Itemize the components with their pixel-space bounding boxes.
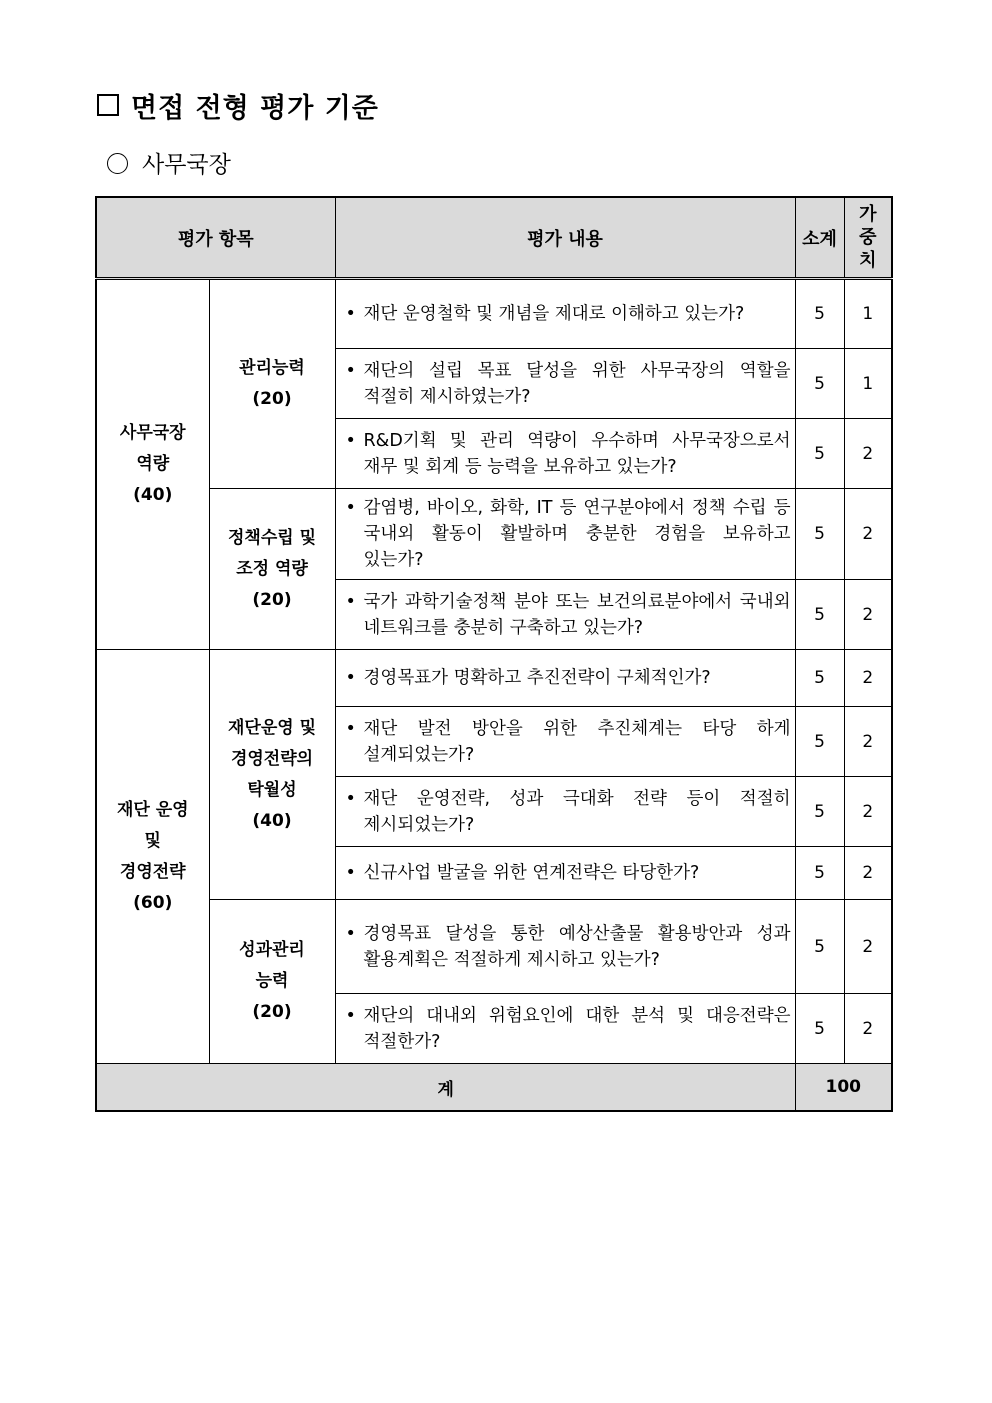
- header-weight-char: 치: [859, 250, 877, 271]
- subtotal-cell: 5: [795, 279, 844, 349]
- subcategory-label: 능력: [255, 971, 289, 991]
- criteria-text: 국가 과학기술정책 분야 또는 보건의료분야에서 국내외 네트워크를 충분히 구축하고 있는가?: [363, 591, 791, 638]
- subtotal-cell: 5: [795, 489, 844, 580]
- evaluation-table: [95, 196, 893, 1112]
- category-label: 및: [144, 830, 161, 851]
- subcategory-label: 경영전략의: [230, 748, 314, 769]
- total-label: 계: [96, 1064, 795, 1112]
- weight-cell: 1: [844, 349, 892, 419]
- criteria-text: 재단의 대내외 위험요인에 대한 분석 및 대응전략은 적절한가?: [363, 1005, 791, 1052]
- criteria-cell: [335, 847, 795, 900]
- checkbox-square-icon: [97, 94, 119, 116]
- weight-cell: 2: [844, 777, 892, 847]
- criteria-cell: [335, 349, 795, 419]
- category-label: (40): [133, 485, 173, 505]
- subtotal-cell: 5: [795, 580, 844, 650]
- weight-cell: 1: [844, 279, 892, 349]
- subcategory-label: (20): [252, 589, 292, 610]
- weight-cell: 2: [844, 650, 892, 707]
- subsection-title: [107, 146, 231, 179]
- category-label: 역량: [136, 454, 170, 474]
- subcategory-label: 조정 역량: [236, 558, 308, 579]
- subtotal-cell: 5: [795, 777, 844, 847]
- bullet-icon: •: [345, 360, 356, 381]
- weight-cell: 2: [844, 707, 892, 777]
- section-title-text: 면접 전형 평가 기준: [131, 93, 379, 124]
- bullet-icon: •: [345, 430, 356, 451]
- bullet-icon: •: [345, 668, 356, 688]
- criteria-cell: [335, 279, 795, 349]
- criteria-cell: [335, 777, 795, 847]
- subcategory-label: 관리능력: [239, 358, 305, 378]
- weight-cell: 2: [844, 994, 892, 1064]
- subcategory-label: (20): [252, 1002, 292, 1022]
- table-header-row: [96, 197, 892, 279]
- bullet-icon: •: [345, 1005, 356, 1026]
- criteria-cell: [335, 707, 795, 777]
- weight-cell: 2: [844, 900, 892, 994]
- criteria-text: 재단의 설립 목표 달성을 위한 사무국장의 역할을 적절히 제시하였는가?: [363, 360, 791, 407]
- criteria-cell: [335, 580, 795, 650]
- criteria-text: R&D기획 및 관리 역량이 우수하며 사무국장으로서 재무 및 회계 등 능력을 보유하고 있는가?: [363, 430, 791, 477]
- subcategory-label: 탁월성: [247, 779, 297, 800]
- subtotal-cell: 5: [795, 650, 844, 707]
- category-label: 재단 운영: [116, 799, 189, 820]
- header-weight: [844, 197, 892, 279]
- header-subtotal: 소계: [795, 197, 844, 279]
- criteria-cell: [335, 489, 795, 580]
- criteria-text: 재단 운영전략, 성과 극대화 전략 등이 적절히 제시되었는가?: [363, 788, 791, 835]
- subtotal-cell: 5: [795, 900, 844, 994]
- subtotal-cell: 5: [795, 847, 844, 900]
- table-row: [96, 279, 892, 349]
- subcategory-label: (20): [252, 389, 292, 409]
- header-item: 평가 항목: [96, 197, 335, 279]
- subtotal-cell: 5: [795, 419, 844, 489]
- criteria-cell: [335, 419, 795, 489]
- total-value: 100: [795, 1064, 892, 1112]
- section-title: [97, 86, 379, 125]
- criteria-text: 경영목표가 명확하고 추진전략이 구체적인가?: [363, 668, 711, 688]
- weight-cell: 2: [844, 580, 892, 650]
- category-label: 사무국장: [119, 423, 186, 443]
- bullet-icon: •: [345, 923, 356, 944]
- subtotal-cell: 5: [795, 349, 844, 419]
- subcategory-label: 성과관리: [239, 940, 305, 960]
- category-cell: [96, 650, 209, 1064]
- bullet-icon: •: [345, 718, 356, 739]
- criteria-cell: [335, 994, 795, 1064]
- subcategory-label: 정책수립 및: [227, 527, 317, 548]
- criteria-text: 재단 발전 방안을 위한 추진체계는 타당 하게 설계되었는가?: [363, 718, 791, 765]
- bullet-icon: •: [345, 863, 356, 883]
- bullet-icon: •: [345, 788, 356, 809]
- weight-cell: 2: [844, 847, 892, 900]
- header-weight-char: 중: [859, 227, 877, 248]
- criteria-cell: [335, 900, 795, 994]
- header-content: 평가 내용: [335, 197, 795, 279]
- criteria-text: 감염병, 바이오, 화학, IT 등 연구분야에서 정책 수립 등 국내외 활동이 활발하며 충분한 경험을 보유하고 있는가?: [363, 498, 791, 570]
- subsection-title-text: 사무국장: [142, 152, 231, 178]
- category-label: (60): [133, 892, 173, 913]
- subcategory-cell: [209, 650, 335, 900]
- criteria-cell: [335, 650, 795, 707]
- category-cell: [96, 279, 209, 650]
- circle-bullet-icon: [107, 153, 128, 174]
- subtotal-cell: 5: [795, 707, 844, 777]
- table-row: [96, 650, 892, 707]
- bullet-icon: •: [345, 498, 356, 518]
- subcategory-cell: [209, 489, 335, 650]
- bullet-icon: •: [345, 304, 356, 324]
- category-label: 경영전략: [119, 861, 186, 882]
- criteria-text: 신규사업 발굴을 위한 연계전략은 타당한가?: [363, 863, 700, 883]
- weight-cell: 2: [844, 489, 892, 580]
- subcategory-label: 재단운영 및: [227, 717, 317, 738]
- bullet-icon: •: [345, 591, 356, 612]
- table-row: [96, 900, 892, 994]
- criteria-text: 재단 운영철학 및 개념을 제대로 이해하고 있는가?: [363, 304, 745, 324]
- subcategory-cell: [209, 900, 335, 1064]
- subcategory-cell: [209, 279, 335, 489]
- subtotal-cell: 5: [795, 994, 844, 1064]
- weight-cell: 2: [844, 419, 892, 489]
- subcategory-label: (40): [252, 810, 292, 831]
- header-weight-char: 가: [859, 204, 877, 225]
- table-row: [96, 489, 892, 580]
- total-row: [96, 1064, 892, 1112]
- criteria-text: 경영목표 달성을 통한 예상산출물 활용방안과 성과 활용계획은 적절하게 제시하고 있는가?: [363, 923, 791, 970]
